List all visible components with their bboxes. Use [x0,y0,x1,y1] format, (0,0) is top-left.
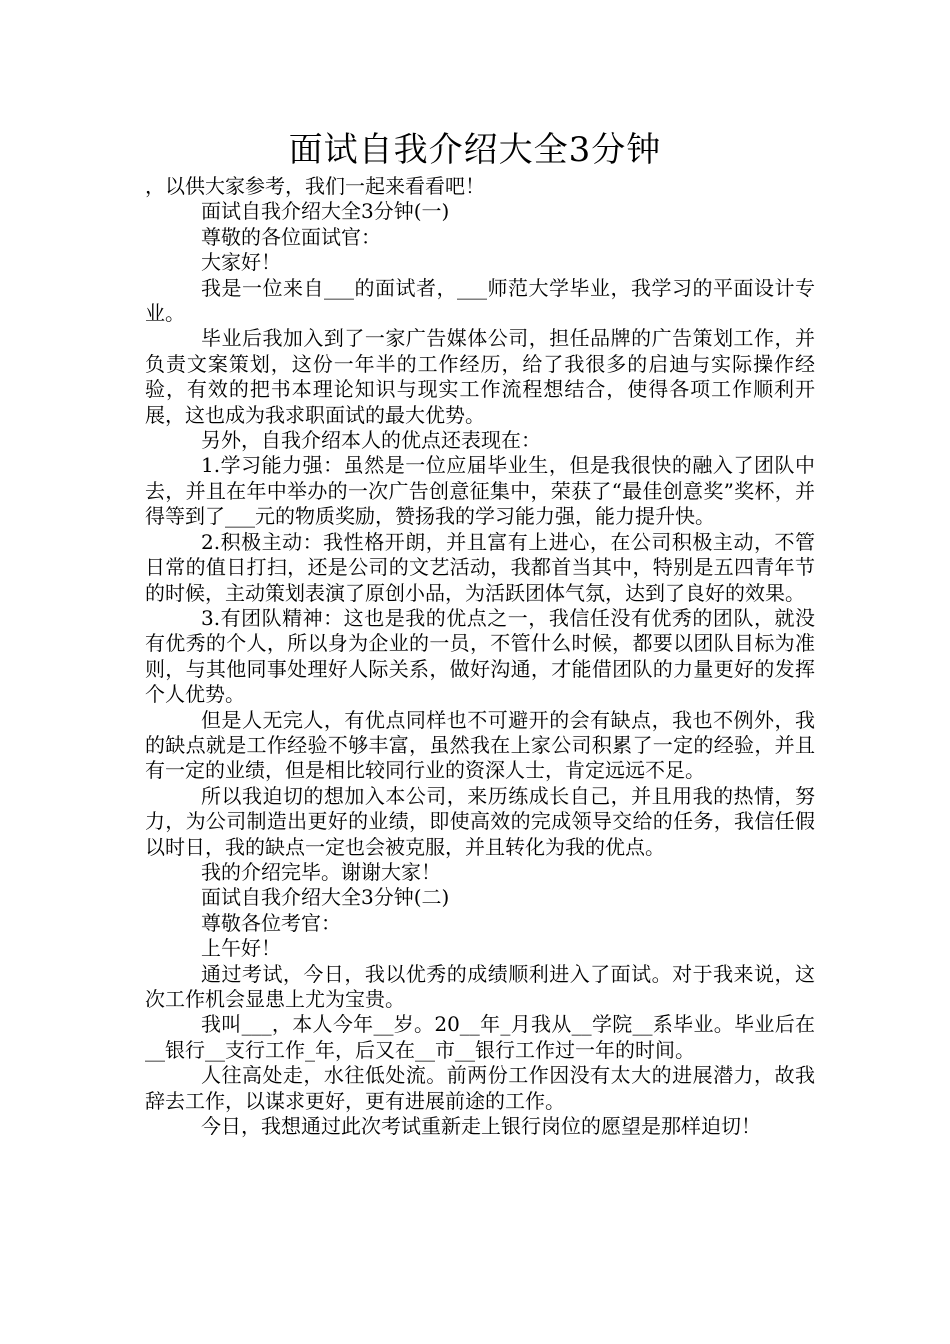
paragraph: 通过考试，今日，我以优秀的成绩顺利进入了面试。对于我来说，这次工作机会显患上尤为宝贵。 [145,961,815,1011]
paragraph: 我叫___，本人今年__岁。20__年_月我从__学院__系毕业。毕业后在__银行__支行工作_年，后又在__市__银行工作过一年的时间。 [145,1012,815,1062]
section-heading: 面试自我介绍大全3分钟(一) [201,199,450,224]
greeting: 大家好！ [201,250,281,275]
list-item: 3.有团队精神：这也是我的优点之一，我信任没有优秀的团队，就没有优秀的个人，所以身为企业的一员，不管什么时候，都要以团队目标为准则，与其他同事处理好人际关系，做好沟通，才能借团队的力量更好的发挥个人优势。 [145,605,815,707]
document-body [145,174,815,1139]
closing: 我的介绍完毕。谢谢大家！ [201,859,441,884]
list-item: 1.学习能力强：虽然是一位应届毕业生，但是我很快的融入了团队中去，并且在年中举办的一次广告创意征集中，荣获了“最佳创意奖”奖杯，并得等到了___元的物质奖励，赞扬我的学习能力强，能力提升快。 [145,453,815,529]
paragraph: ，以供大家参考，我们一起来看看吧！ [145,174,485,198]
section-heading: 面试自我介绍大全3分钟(二) [201,885,450,910]
greeting: 上午好！ [201,936,281,961]
paragraph: 今日，我想通过此次考试重新走上银行岗位的愿望是那样迫切！ [201,1114,761,1139]
paragraph: 另外，自我介绍本人的优点还表现在： [201,428,541,453]
paragraph: 但是人无完人，有优点同样也不可避开的会有缺点，我也不例外，我的缺点就是工作经验不够丰富，虽然我在上家公司积累了一定的经验，并且有一定的业绩，但是相比较同行业的资深人士，肯定远远不足。 [145,707,815,783]
salutation: 尊敬各位考官： [201,910,341,935]
paragraph: 我是一位来自___的面试者，___师范大学毕业，我学习的平面设计专业。 [145,275,815,326]
list-item: 2.积极主动：我性格开朗，并且富有上进心，在公司积极主动，不管日常的值日打扫，还是公司的文艺活动，我都首当其中，特别是五四青年节的时候，主动策划表演了原创小品，为活跃团体气氛，达到了良好的效果。 [145,529,815,605]
salutation: 尊敬的各位面试官： [201,224,381,249]
document-title: 面试自我介绍大全3分钟 [288,130,662,170]
paragraph: 所以我迫切的想加入本公司，来历练成长自己，并且用我的热情，努力，为公司制造出更好的业绩，即使高效的完成领导交给的任务，我信任假以时日，我的缺点一定也会被克服，并且转化为我的优点。 [145,783,815,859]
paragraph: 毕业后我加入到了一家广告媒体公司，担任品牌的广告策划工作，并负责文案策划，这份一年半的工作经历，给了我很多的启迪与实际操作经验，有效的把书本理论知识与现实工作流程想结合，使得各项工作顺利开展，这也成为我求职面试的最大优势。 [145,326,815,427]
paragraph: 人往高处走，水往低处流。前两份工作因没有太大的进展潜力，故我辞去工作，以谋求更好，更有进展前途的工作。 [145,1063,815,1113]
